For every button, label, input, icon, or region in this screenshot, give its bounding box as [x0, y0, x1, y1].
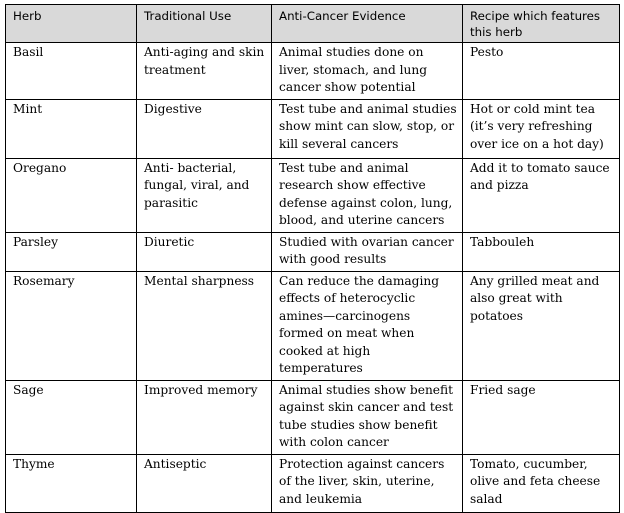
cell-recipe: Hot or cold mint tea (it’s very refreshing over ice on a hot day) [463, 99, 620, 158]
header-herb: Herb [6, 5, 137, 43]
table-row [6, 158, 620, 232]
header-traditional-use: Traditional Use [137, 5, 272, 43]
cell-recipe: Add it to tomato sauce and pizza [463, 158, 620, 232]
cell-traditional-use: Diuretic [137, 232, 272, 271]
header-recipe: Recipe which features this herb [463, 5, 620, 43]
cell-traditional-use: Antiseptic [137, 454, 272, 512]
table-row [6, 99, 620, 158]
cell-anti-cancer-evidence: Test tube and animal studies show mint can slow, stop, or kill several cancers [272, 99, 463, 158]
cell-herb: Oregano [6, 158, 137, 232]
cell-herb: Rosemary [6, 271, 137, 380]
table-row [6, 271, 620, 380]
cell-traditional-use: Digestive [137, 99, 272, 158]
cell-traditional-use: Anti- bacterial, fungal, viral, and parasitic [137, 158, 272, 232]
cell-anti-cancer-evidence: Studied with ovarian cancer with good results [272, 232, 463, 271]
cell-recipe: Pesto [463, 43, 620, 100]
cell-recipe: Tabbouleh [463, 232, 620, 271]
cell-herb: Basil [6, 43, 137, 100]
cell-traditional-use: Mental sharpness [137, 271, 272, 380]
table-row [6, 454, 620, 512]
cell-recipe: Any grilled meat and also great with potatoes [463, 271, 620, 380]
cell-herb: Mint [6, 99, 137, 158]
cell-recipe: Fried sage [463, 380, 620, 454]
cell-anti-cancer-evidence: Animal studies show benefit against skin cancer and test tube studies show benefit with colon cancer [272, 380, 463, 454]
cell-herb: Thyme [6, 454, 137, 512]
table-row [6, 380, 620, 454]
table-row [6, 43, 620, 100]
cell-anti-cancer-evidence: Protection against cancers of the liver, skin, uterine, and leukemia [272, 454, 463, 512]
cell-herb: Sage [6, 380, 137, 454]
cell-traditional-use: Anti-aging and skin treatment [137, 43, 272, 100]
cell-herb: Parsley [6, 232, 137, 271]
table-header [6, 5, 620, 43]
cell-anti-cancer-evidence: Animal studies done on liver, stomach, and lung cancer show potential [272, 43, 463, 100]
cell-anti-cancer-evidence: Can reduce the damaging effects of heterocyclic amines—carcinogens formed on meat when cooked at high temperatures [272, 271, 463, 380]
header-anti-cancer-evidence: Anti-Cancer Evidence [272, 5, 463, 43]
table-body [6, 43, 620, 513]
herb-table [5, 4, 620, 513]
cell-traditional-use: Improved memory [137, 380, 272, 454]
cell-anti-cancer-evidence: Test tube and animal research show effective defense against colon, lung, blood, and uterine cancers [272, 158, 463, 232]
table-row [6, 232, 620, 271]
cell-recipe: Tomato, cucumber, olive and feta cheese salad [463, 454, 620, 512]
header-row [6, 5, 620, 43]
